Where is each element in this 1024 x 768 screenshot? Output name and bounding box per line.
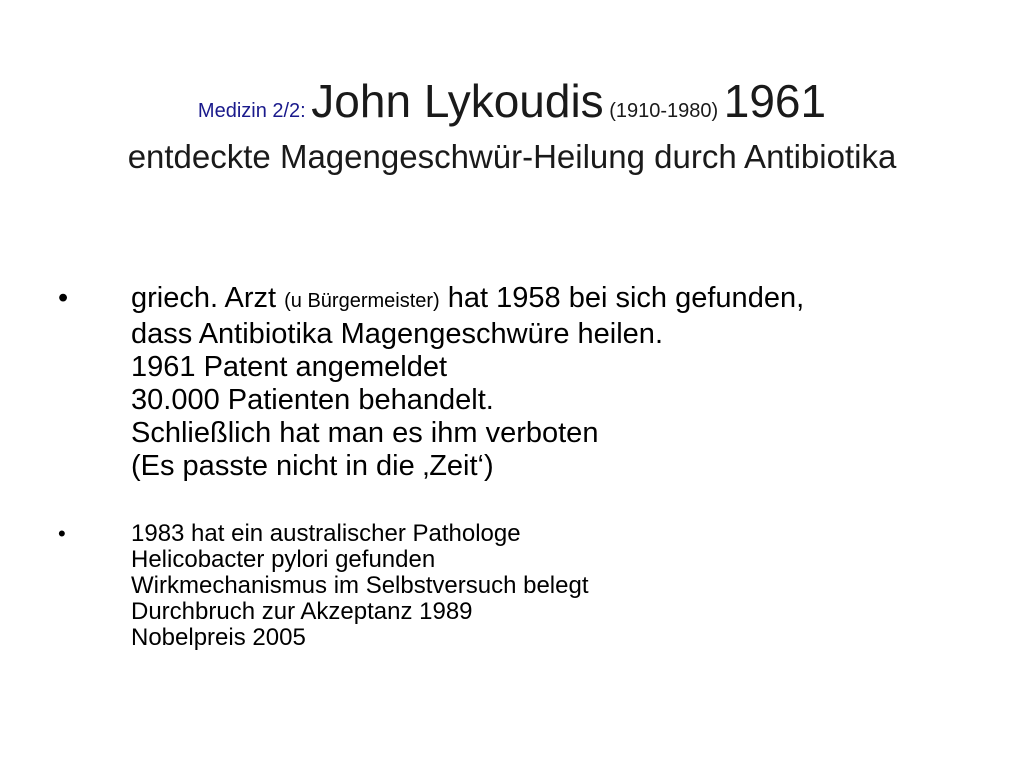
title-subtitle: entdeckte Magengeschwür-Heilung durch Antibiotika	[127, 138, 897, 175]
bullet-line-text: hat 1958 bei sich gefunden,	[439, 282, 805, 314]
title-dates: (1910-1980)	[603, 100, 724, 122]
bullet-line: Durchbruch zur Akzeptanz 1989	[131, 598, 473, 625]
title-prefix: Medizin 2/2:	[197, 100, 312, 122]
bullet-icon: •	[58, 282, 69, 314]
bullet-line: Helicobacter pylori gefunden	[131, 546, 436, 573]
bullet-line	[131, 282, 1011, 318]
bullet-text	[131, 521, 1011, 651]
bullet-line: dass Antibiotika Magengeschwüre heilen.	[131, 318, 663, 350]
title-name: John Lykoudis	[311, 75, 604, 127]
bullet-line: Schließlich hat man es ihm verboten	[131, 417, 599, 449]
bullet-line: 1961 Patent angemeldet	[131, 351, 448, 383]
title-line-1	[20, 75, 1004, 132]
bullet-line-text: griech. Arzt	[131, 282, 285, 314]
bullet-line: 1983 hat ein australischer Pathologe	[131, 520, 521, 547]
bullet-line: Wirkmechanismus im Selbstversuch belegt	[131, 572, 589, 599]
title-year: 1961	[723, 75, 827, 127]
bullet-line-aside: (u Bürgermeister)	[284, 290, 440, 312]
bullet-line: (Es passte nicht in die ‚Zeit‘)	[131, 450, 494, 482]
slide-title	[20, 75, 1004, 175]
bullet-text	[131, 282, 1011, 483]
bullet-line: 30.000 Patienten behandelt.	[131, 384, 494, 416]
bullet-line: Nobelpreis 2005	[131, 624, 306, 651]
bullet-icon: •	[58, 521, 66, 546]
